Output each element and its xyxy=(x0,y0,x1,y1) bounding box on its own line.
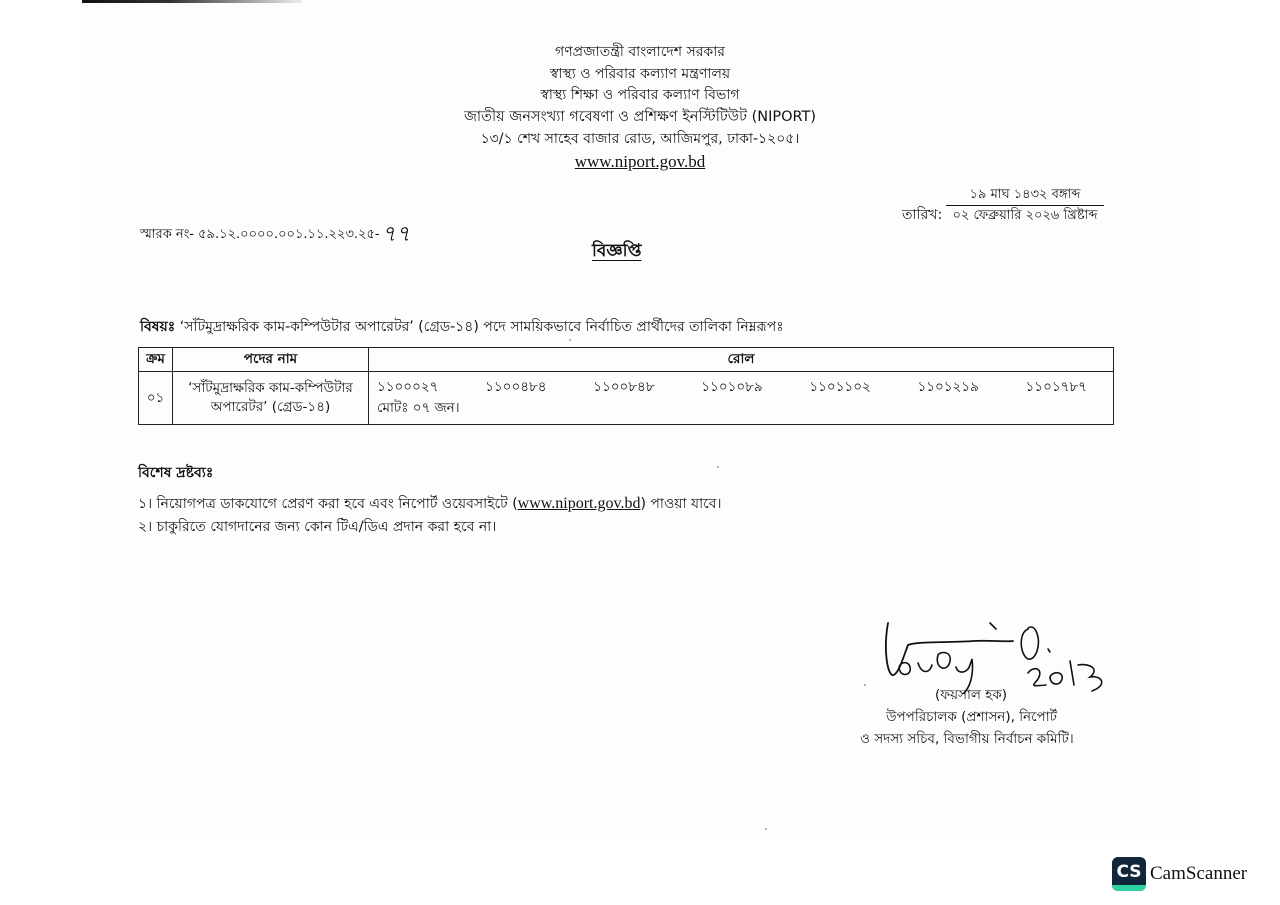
note-1-text-after: ) পাওয়া যাবে। xyxy=(640,496,722,512)
roll-number: ১১০০৪৮৪ xyxy=(485,379,547,395)
scan-speck xyxy=(569,339,571,341)
memo-reference xyxy=(140,214,410,251)
notice-title: বিজ্ঞপ্তি xyxy=(592,241,642,261)
cell-serial: ০১ xyxy=(139,372,173,425)
header-post-name: পদের নাম xyxy=(173,348,369,372)
roll-number: ১১০১০৮৯ xyxy=(701,379,763,395)
scan-edge-shadow xyxy=(82,0,302,3)
date-label: তারিখ: xyxy=(902,207,943,223)
cell-post-name xyxy=(173,372,369,425)
website-line xyxy=(82,152,1198,173)
subject-label: বিষয়ঃ xyxy=(140,319,176,335)
roll-list xyxy=(369,376,1113,399)
scan-speck xyxy=(717,466,719,468)
scan-speck xyxy=(765,828,767,830)
table-row xyxy=(139,372,1114,425)
table-header-row xyxy=(139,348,1114,372)
subject-line xyxy=(140,315,784,339)
note-website-link[interactable]: www.niport.gov.bd xyxy=(517,495,641,512)
camscanner-logo-icon: CS xyxy=(1112,857,1146,891)
roll-number: ১১০১৭৮৭ xyxy=(1025,379,1087,395)
date-gregorian: ০২ ফেব্রুয়ারি ২০২৬ খ্রিষ্টাব্দ xyxy=(952,208,1098,223)
note-item-2: ২। চাকুরিতে যোগদানের জন্য কোন টিএ/ডিএ প্রদান করা হবে না। xyxy=(138,519,497,535)
note-item-1 xyxy=(138,492,722,516)
date-bangla: ১৯ মাঘ ১৪৩২ বঙ্গাব্দ xyxy=(946,186,1104,206)
signatory-designation: উপপরিচালক (প্রশাসন), নিপোর্ট xyxy=(886,709,1057,725)
header-roll: রোল xyxy=(369,348,1114,372)
date-block xyxy=(946,186,1104,225)
header-serial: ক্রম xyxy=(139,348,173,372)
signatory-committee-role: ও সদস্য সচিব, বিভাগীয় নির্বাচন কমিটি। xyxy=(860,731,1074,747)
roll-number: ১১০০৮৪৮ xyxy=(593,379,655,395)
roll-number: ১১০১১০২ xyxy=(809,379,871,395)
subject-text: ‘সাঁটমুদ্রাক্ষরিক কাম-কম্পিউটার অপারেটর’ (গ্রেড-১৪) পদে সাময়িকভাবে নির্বাচিত প্রার্থীদের তালিকা নিম্নরূপঃ xyxy=(179,319,784,335)
ministry-name: স্বাস্থ্য ও পরিবার কল্যাণ মন্ত্রণালয় xyxy=(549,66,731,82)
institute-address: ১৩/১ শেখ সাহেব বাজার রোড, আজিমপুর, ঢাকা-১২০৫। xyxy=(480,131,800,147)
camscanner-watermark xyxy=(1112,857,1247,891)
roll-number: ১১০০০২৭ xyxy=(377,379,439,395)
signatory-name: (ফয়সাল হক) xyxy=(935,687,1008,703)
post-name-line2: অপারেটর’ (গ্রেড-১৪) xyxy=(210,399,331,415)
total-count: মোটঃ ০৭ জন। xyxy=(377,400,460,416)
special-note-title: বিশেষ দ্রষ্টব্যঃ xyxy=(138,465,214,481)
memo-reference-number: স্মারক নং- ৫৯.১২.০০০০.০০১.১১.২২৩.২৫- xyxy=(140,227,380,242)
handwritten-ref-suffix: ৭৭ xyxy=(381,222,411,247)
roll-number: ১১০১২১৯ xyxy=(917,379,979,395)
camscanner-label: CamScanner xyxy=(1150,863,1248,884)
cell-rolls xyxy=(369,372,1114,425)
post-name-line1: ‘সাঁটমুদ্রাক্ষরিক কাম-কম্পিউটার xyxy=(188,380,353,396)
scan-speck xyxy=(864,684,866,686)
selected-candidates-table xyxy=(138,347,1114,425)
govt-name: গণপ্রজাতন্ত্রী বাংলাদেশ সরকার xyxy=(555,44,725,60)
note-1-text-before: ১। নিয়োগপত্র ডাকযোগে প্রেরণ করা হবে এবং নিপোর্ট ওয়েবসাইটে ( xyxy=(138,496,518,512)
institute-name: জাতীয় জনসংখ্যা গবেষণা ও প্রশিক্ষণ ইনস্টিটিউট (NIPORT) xyxy=(463,109,817,125)
website-link[interactable]: www.niport.gov.bd xyxy=(574,152,706,171)
division-name: স্বাস্থ্য শিক্ষা ও পরিবার কল্যাণ বিভাগ xyxy=(540,87,740,103)
